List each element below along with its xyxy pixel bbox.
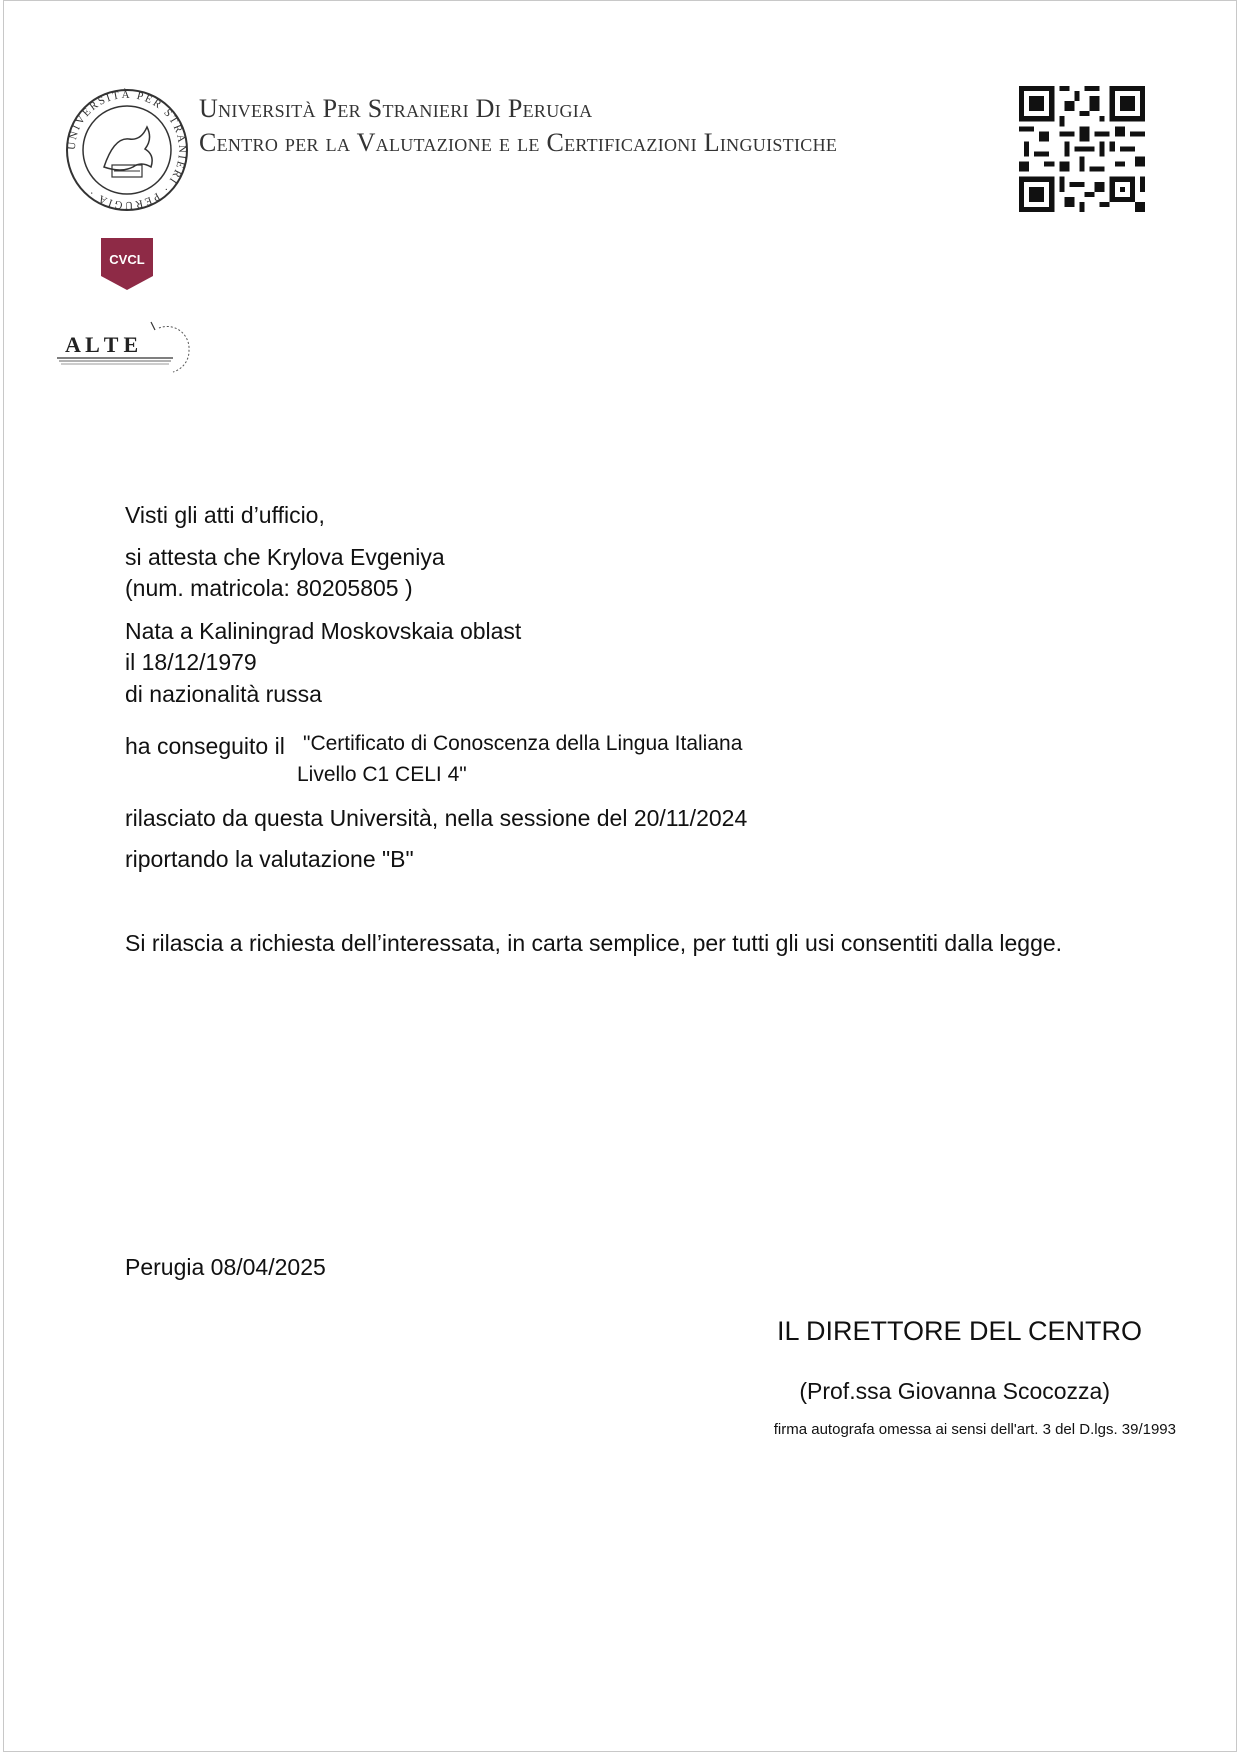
page-border <box>3 0 1237 1752</box>
nazionalita-line: di nazionalità russa <box>125 681 322 707</box>
university-seal-icon <box>64 87 190 213</box>
luogo-data: Perugia 08/04/2025 <box>125 1254 326 1280</box>
alte-label: A L T E <box>65 332 139 357</box>
university-name: Università Per Stranieri Di Perugia <box>199 94 593 123</box>
direttore-title: IL DIRETTORE DEL CENTRO <box>776 1316 1142 1346</box>
nata-line: Nata a Kaliningrad Moskovskaia oblast <box>125 618 522 644</box>
certificato-title-line1: "Certificato di Conoscenza della Lingua Italiana <box>303 732 743 755</box>
alte-logo <box>55 316 201 378</box>
valutazione-line: riportando la valutazione "B" <box>125 846 414 872</box>
firma-note: firma autografa omessa ai sensi dell'art. 3 del D.lgs. 39/1993 <box>773 1421 1176 1438</box>
rilascia-line: Si rilascia a richiesta dell’interessata, in carta semplice, per tutti gli usi consentiti dalla legge. <box>125 930 1063 956</box>
qr-code-icon[interactable] <box>1019 86 1145 212</box>
conseguito-prefix: ha conseguito il <box>125 733 285 759</box>
centre-name: Centro per la Valutazione e le Certificazioni Linguistiche <box>199 128 838 157</box>
matricola-line: (num. matricola: 80205805 ) <box>125 575 413 601</box>
cvcl-label: CVCL <box>109 252 145 267</box>
visti-line: Visti gli atti d’ufficio, <box>125 502 325 528</box>
direttore-name: (Prof.ssa Giovanna Scocozza) <box>799 1378 1110 1404</box>
attesta-line: si attesta che Krylova Evgeniya <box>125 544 445 570</box>
rilasciato-line: rilasciato da questa Università, nella sessione del 20/11/2024 <box>125 805 748 831</box>
certificato-title-line2: Livello C1 CELI 4" <box>297 763 467 786</box>
data-nascita-line: il 18/12/1979 <box>125 649 257 675</box>
svg-text:UNIVERSITÀ PER STRANIERI · PER: UNIVERSITÀ PER STRANIERI · PERUGIA · <box>65 88 189 212</box>
cvcl-logo <box>97 236 157 292</box>
